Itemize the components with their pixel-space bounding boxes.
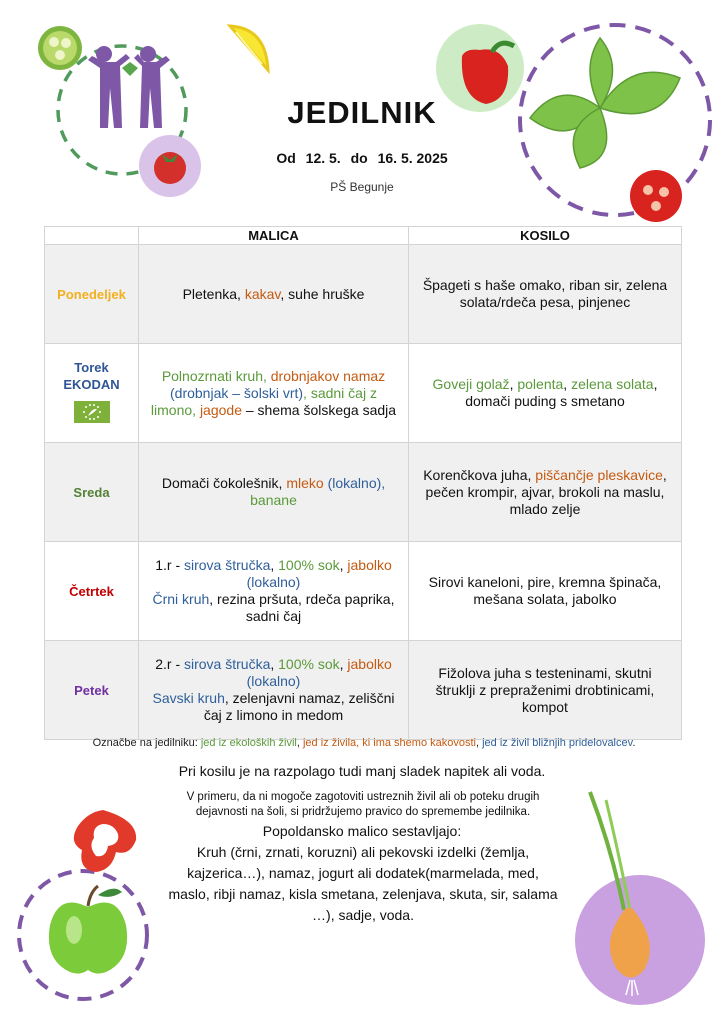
column-header-day bbox=[45, 227, 139, 245]
kosilo-monday: Špageti s haše omako, riban sir, zelena solata/rdeča pesa, pinjenec bbox=[409, 245, 682, 344]
green-apple-icon bbox=[49, 886, 127, 974]
column-header-kosilo: KOSILO bbox=[409, 227, 682, 245]
pepper-ring-icon bbox=[74, 810, 136, 872]
malica-thursday: 1.r - sirova štručka, 100% sok, jabolko (lokalno) Črni kruh, rezina pršuta, rdeča paprika, sadni čaj bbox=[139, 542, 409, 641]
school-name: PŠ Begunje bbox=[330, 180, 394, 194]
table-row bbox=[45, 542, 682, 641]
date-to: 16. 5. 2025 bbox=[377, 150, 448, 166]
table-row bbox=[45, 641, 682, 740]
onion-icon bbox=[560, 790, 710, 1010]
afternoon-title: Popoldansko malico sestavljajo: bbox=[262, 823, 462, 839]
day-tuesday-name: Torek bbox=[74, 360, 109, 375]
malica-monday: Pletenka, kakav, suhe hruške bbox=[139, 245, 409, 344]
date-from: 12. 5. bbox=[305, 150, 341, 166]
day-tuesday bbox=[45, 344, 139, 443]
date-to-label: do bbox=[350, 150, 368, 166]
day-wednesday: Sreda bbox=[45, 443, 139, 542]
day-friday: Petek bbox=[45, 641, 139, 740]
bottom-left-decor bbox=[8, 800, 183, 1015]
table-row bbox=[45, 245, 682, 344]
lemon-wedge-icon bbox=[222, 20, 274, 76]
date-from-label: Od bbox=[276, 150, 296, 166]
menu-table bbox=[44, 226, 682, 740]
cucumber-slice-icon bbox=[38, 26, 82, 70]
kosilo-wednesday: Korenčkova juha, piščančje pleskavice, pečen krompir, ajvar, brokoli na maslu, mlado zelje bbox=[409, 443, 682, 542]
malica-friday: 2.r - sirova štručka, 100% sok, jabolko (lokalno) Savski kruh, zelenjavni namaz, zeliščni čaj z limono in medom bbox=[139, 641, 409, 740]
day-thursday: Četrtek bbox=[45, 542, 139, 641]
kosilo-friday: Fižolova juha s testeninami, skutni štruklji z prepraženimi drobtinicami, kompot bbox=[409, 641, 682, 740]
table-header-row bbox=[45, 227, 682, 245]
change-note: V primeru, da ni mogoče zagotoviti ustreznih živil ali ob poteku drugih dejavnosti na šoli, si pridržujemo pravico do spremembe jedilnika. bbox=[186, 791, 540, 818]
table-row bbox=[45, 344, 682, 443]
tomato-slice-icon bbox=[630, 170, 682, 222]
table-row bbox=[45, 443, 682, 542]
eu-organic-leaf-icon bbox=[74, 401, 110, 423]
malica-tuesday: Polnozrnati kruh, drobnjakov namaz (drobnjak – šolski vrt), sadni čaj z limono, jagode – shema šolskega sadja bbox=[139, 344, 409, 443]
afternoon-body: Kruh (črni, zrnati, koruzni) ali pekovski izdelki (žemlja, kajzerica…), namaz, jogurt ali dodatek(marmelada, med, maslo, ribji namaz, kisla smetana, zelenjava, skuta, sir, salama …), sadje, voda. bbox=[168, 844, 558, 923]
menu-legend: Označbe na jedilniku: jed iz ekoloških živil, jed iz živila, ki ima shemo kakovosti, jed iz živil bližnjih pridelovalcev. bbox=[92, 737, 636, 749]
drink-note: Pri kosilu je na razpolago tudi manj sladek napitek ali voda. bbox=[178, 763, 546, 779]
malica-wednesday: Domači čokolešnik, mleko (lokalno), banane bbox=[139, 443, 409, 542]
ekodan-label: EKODAN bbox=[63, 377, 120, 392]
kosilo-tuesday: Goveji golaž, polenta, zelena solata, domači puding s smetano bbox=[409, 344, 682, 443]
day-monday: Ponedeljek bbox=[45, 245, 139, 344]
page-title: JEDILNIK bbox=[287, 95, 437, 130]
date-range bbox=[0, 150, 724, 166]
kosilo-thursday: Sirovi kaneloni, pire, kremna špinača, mešana solata, jabolko bbox=[409, 542, 682, 641]
column-header-malica: MALICA bbox=[139, 227, 409, 245]
